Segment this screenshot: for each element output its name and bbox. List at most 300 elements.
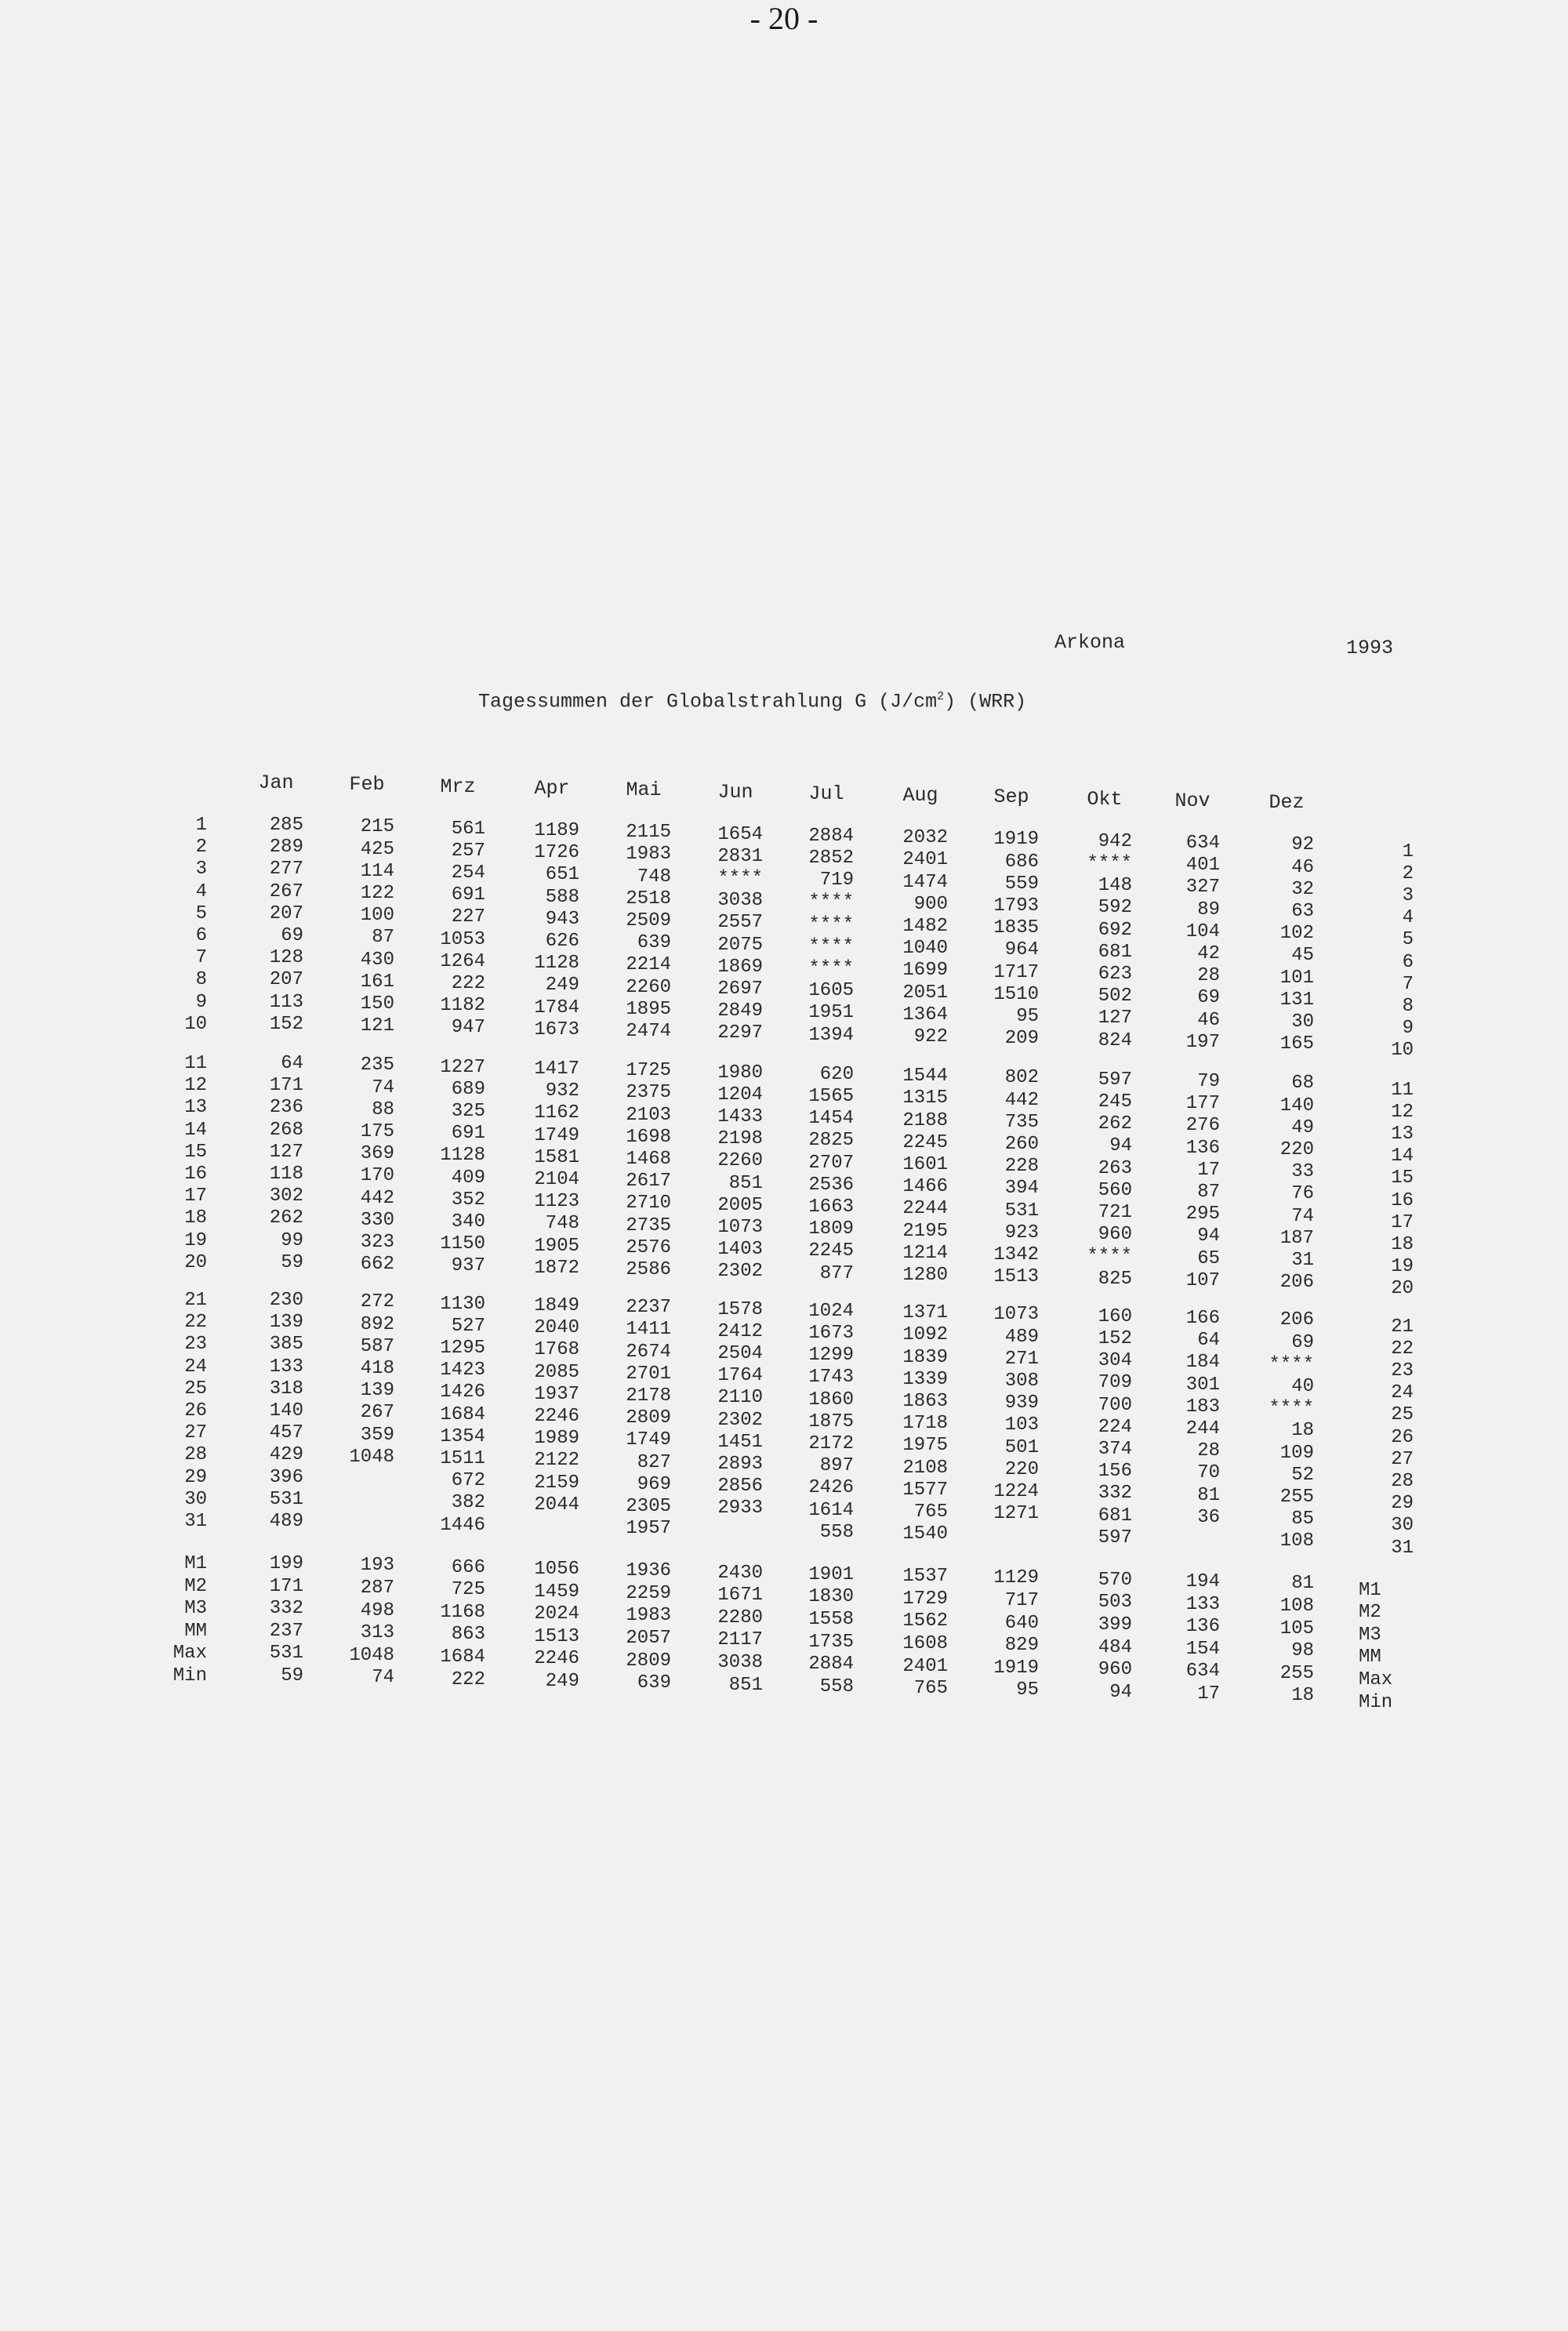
table-cell: 2178 [626,1385,671,1407]
table-cell: 327 [1185,877,1220,899]
table-cell: 1698 [626,1126,671,1148]
table-cell: 2245 [808,1240,854,1262]
table-cell: 503 [1098,1592,1132,1614]
table-cell: 2115 [626,822,671,844]
table-cell: 1468 [626,1149,671,1170]
table-cell: 340 [451,1211,485,1233]
table-cell: 1280 [902,1264,948,1286]
table-cell: 95 [1016,1006,1039,1027]
table-cell: 206 [1279,1309,1314,1331]
table-cell: 2195 [902,1220,948,1242]
table-cell: 2809 [626,1407,671,1429]
table-cell: 140 [1279,1095,1314,1116]
table-cell: 262 [1098,1113,1132,1135]
table-cell: 2085 [534,1361,579,1383]
table-cell: 46 [1291,856,1314,878]
table-cell: 255 [1279,1486,1314,1508]
table-cell: 922 [913,1026,948,1047]
table-cell: 254 [451,862,485,884]
table-cell: 1162 [534,1102,579,1124]
table-cell: 2518 [626,888,671,910]
table-cell: 681 [1098,941,1132,963]
table-cell: **** [717,867,763,889]
table-cell: 2849 [717,1000,763,1022]
day-label-right: 18 [1391,1234,1414,1255]
day-label-right: 1 [1402,841,1414,862]
table-cell: 1614 [808,1499,854,1521]
table-cell: 359 [360,1424,394,1446]
table-cell: 1048 [349,1644,394,1666]
table-cell: 92 [1291,834,1314,856]
table-cell: 139 [269,1312,303,1334]
table-cell: 1403 [717,1239,763,1261]
table-cell: 851 [728,1674,763,1696]
table-cell: 32 [1291,878,1314,900]
table-cell: 88 [372,1098,394,1120]
table-cell: 748 [637,866,671,888]
table-cell: 18 [1291,1420,1314,1442]
day-label: 7 [195,947,207,969]
table-cell: 1092 [902,1324,948,1346]
table-cell: 194 [1185,1571,1220,1592]
table-cell: 1271 [993,1503,1039,1525]
table-cell: 1718 [902,1413,948,1435]
table-cell: 1299 [808,1345,854,1367]
table-cell: 3038 [717,890,763,912]
table-cell: 1371 [902,1302,948,1324]
table-cell: 31 [1291,1249,1314,1271]
table-cell: 425 [360,838,394,860]
day-label: 28 [184,1444,207,1466]
table-cell: 1863 [902,1390,948,1412]
day-label: 2 [195,837,207,859]
table-cell: 1446 [440,1514,485,1536]
table-cell: 691 [451,884,485,906]
table-cell: 2104 [534,1168,579,1190]
table-cell: 897 [819,1455,854,1477]
table-cell: 289 [269,837,303,859]
table-cell: 457 [269,1422,303,1444]
table-cell: 207 [269,969,303,991]
table-cell: 396 [269,1466,303,1488]
table-cell: 139 [360,1380,394,1402]
table-cell: 2536 [808,1174,854,1196]
table-cell: 2884 [808,1654,854,1676]
table-cell: 1673 [534,1018,579,1040]
table-cell: 717 [1004,1590,1039,1611]
table-cell: 825 [1098,1268,1132,1290]
table-cell: 623 [1098,963,1132,985]
table-cell: 725 [451,1579,485,1601]
day-label-right: 28 [1391,1471,1414,1492]
table-cell: 131 [1279,989,1314,1011]
table-cell: 2852 [808,848,854,869]
table-cell: 1835 [993,917,1039,939]
table-cell: 304 [1098,1350,1132,1372]
table-cell: 140 [269,1400,303,1421]
summary-label-right: M2 [1359,1602,1381,1624]
table-cell: 2401 [902,849,948,871]
table-cell: 1544 [902,1066,948,1087]
table-cell: 2214 [626,954,671,976]
table-cell: 2576 [626,1236,671,1258]
table-cell: 2057 [626,1628,671,1649]
table-cell: 193 [360,1555,394,1577]
table-cell: **** [808,958,854,979]
table-cell: 1537 [902,1566,948,1588]
table-cell: 2024 [534,1603,579,1625]
table-cell: 2245 [902,1131,948,1153]
day-label: 30 [184,1488,207,1510]
table-cell: 1513 [534,1625,579,1647]
day-label: 13 [184,1097,207,1119]
table-cell: 1130 [440,1293,485,1315]
table-cell: 227 [451,906,485,928]
table-cell: 128 [269,947,303,969]
table-cell: 257 [451,840,485,862]
table-cell: 2710 [626,1193,671,1215]
table-cell: 964 [1004,939,1039,961]
table-cell: 1699 [902,960,948,982]
table-cell: 1983 [626,844,671,866]
table-cell: 263 [1098,1157,1132,1179]
table-cell: 121 [360,1015,394,1037]
table-cell: 2509 [626,910,671,931]
table-cell: 429 [269,1444,303,1466]
day-label: 8 [195,969,207,991]
table-cell: 295 [1185,1204,1220,1225]
table-cell: 1342 [993,1244,1039,1265]
table-cell: 81 [1291,1573,1314,1595]
table-cell: 681 [1098,1505,1132,1527]
table-cell: 597 [1098,1069,1132,1091]
table-cell: 1459 [534,1581,579,1603]
table-cell: 222 [451,973,485,994]
table-cell: 325 [451,1101,485,1122]
table-cell: **** [808,913,854,935]
day-label-right: 7 [1402,973,1414,995]
day-label: 17 [184,1185,207,1207]
table-cell: 1354 [440,1425,485,1447]
table-cell: 1128 [534,953,579,975]
table-cell: 892 [360,1313,394,1335]
table-cell: 2237 [626,1297,671,1319]
day-label: 29 [184,1466,207,1488]
table-cell: 267 [269,880,303,902]
table-cell: 626 [545,930,579,952]
table-cell: 2280 [717,1607,763,1628]
table-cell: 2504 [717,1342,763,1364]
day-label-right: 12 [1391,1101,1414,1123]
table-cell: 1957 [626,1518,671,1540]
table-cell: 95 [1016,1679,1039,1701]
table-cell: 332 [1098,1483,1132,1505]
table-cell: 1224 [993,1481,1039,1502]
summary-label: Min [172,1665,207,1687]
table-cell: 220 [1279,1138,1314,1160]
table-cell: 442 [360,1187,394,1209]
table-cell: 28 [1197,965,1220,987]
day-label-right: 27 [1391,1448,1414,1470]
table-cell: 369 [360,1143,394,1165]
day-label: 23 [184,1334,207,1356]
table-cell: 827 [637,1451,671,1473]
summary-label-right: Max [1359,1669,1393,1690]
table-cell: 1743 [808,1367,854,1389]
table-cell: 255 [1279,1662,1314,1684]
table-cell: 651 [545,864,579,886]
summary-label: M2 [184,1575,207,1597]
day-label: 10 [184,1013,207,1035]
table-cell: 2401 [902,1655,948,1677]
day-label-right: 26 [1391,1426,1414,1448]
table-cell: 59 [281,1665,303,1687]
table-cell: 1189 [534,819,579,841]
table-cell: 171 [269,1575,303,1597]
table-cell: 560 [1098,1179,1132,1201]
table-cell: 2305 [626,1496,671,1517]
table-cell: 87 [1197,1182,1220,1203]
table-cell: 136 [1185,1137,1220,1159]
day-label-right: 3 [1402,885,1414,906]
table-cell: 960 [1098,1224,1132,1246]
month-header: Aug [902,784,938,808]
table-cell: 3038 [717,1651,763,1673]
table-cell: 70 [1197,1462,1220,1484]
table-cell: 662 [360,1254,394,1276]
month-header: Okt [1087,787,1123,811]
table-cell: 489 [1004,1326,1039,1348]
table-cell: **** [1087,1246,1132,1268]
table-cell: 531 [269,1643,303,1665]
table-cell: 2933 [717,1498,763,1520]
table-cell: 152 [269,1013,303,1035]
day-label: 18 [184,1207,207,1229]
station-name: Arkona [1054,631,1126,654]
table-cell: 171 [269,1075,303,1097]
table-cell: 1919 [993,1657,1039,1679]
table-cell: 313 [360,1622,394,1644]
table-cell: 1830 [808,1586,854,1608]
day-label-right: 8 [1402,996,1414,1017]
table-cell: 287 [360,1577,394,1599]
title-text: Tagessummen der Globalstrahlung G (J/cm [478,690,938,713]
table-cell: 1150 [440,1233,485,1255]
table-cell: 1937 [534,1383,579,1405]
table-cell: 587 [360,1335,394,1357]
table-cell: 1227 [440,1056,485,1078]
summary-label-right: M1 [1359,1579,1381,1601]
day-label: 11 [184,1053,207,1074]
table-cell: 1423 [440,1360,485,1382]
day-label: 12 [184,1075,207,1097]
table-cell: 597 [1098,1527,1132,1549]
table-cell: 1809 [808,1218,854,1240]
table-cell: 1510 [993,983,1039,1005]
summary-label-right: Min [1359,1691,1393,1713]
table-cell: 374 [1098,1438,1132,1460]
month-header: Sep [993,786,1029,809]
table-cell: 1735 [808,1631,854,1653]
table-cell: 2244 [902,1198,948,1220]
table-cell: 1875 [808,1411,854,1432]
table-cell: 2302 [717,1409,763,1431]
table-cell: 18 [1291,1685,1314,1707]
table-cell: 2040 [534,1317,579,1339]
table-cell: 2430 [717,1562,763,1584]
table-cell: 2474 [626,1021,671,1042]
table-cell: 943 [545,908,579,930]
table-cell: 947 [451,1017,485,1039]
table-cell: 2831 [717,845,763,867]
table-cell: 489 [269,1511,303,1532]
table-cell: 1673 [808,1323,854,1344]
table-cell: 501 [1004,1436,1039,1458]
table-cell: 620 [819,1063,854,1085]
table-cell: 230 [269,1290,303,1311]
table-cell: 33 [1291,1161,1314,1183]
table-cell: 1339 [902,1368,948,1390]
table-cell: 114 [360,860,394,882]
table-cell: 1411 [626,1319,671,1341]
table-cell: 150 [360,993,394,1015]
day-label: 27 [184,1422,207,1444]
table-cell: 222 [451,1668,485,1690]
day-label: 1 [195,815,207,836]
table-cell: 502 [1098,986,1132,1008]
table-cell: 17 [1197,1683,1220,1705]
table-cell: 2075 [717,934,763,956]
table-cell: 2117 [717,1629,763,1651]
table-cell: 69 [1197,987,1220,1009]
table-cell: 1793 [993,895,1039,917]
table-cell: 640 [1004,1612,1039,1634]
table-cell: 1936 [626,1560,671,1582]
table-cell: 249 [545,975,579,997]
day-label-right: 17 [1391,1211,1414,1233]
day-label-right: 15 [1391,1167,1414,1189]
table-cell: 1264 [440,950,485,972]
table-cell: 1295 [440,1338,485,1359]
table-cell: 385 [269,1334,303,1356]
day-label: 21 [184,1290,207,1311]
day-label-right: 10 [1391,1040,1414,1062]
table-cell: 152 [1098,1327,1132,1349]
month-header: Jun [717,780,753,804]
table-cell: **** [1269,1353,1314,1375]
day-label: 31 [184,1511,207,1532]
summary-label-right: M3 [1359,1624,1381,1646]
table-cell: 1451 [717,1431,763,1453]
table-cell: 166 [1185,1308,1220,1329]
table-cell: **** [1087,852,1132,874]
table-cell: 1024 [808,1300,854,1322]
page-number: - 20 - [750,1,818,36]
table-cell: 2735 [626,1215,671,1236]
table-cell: 133 [269,1356,303,1378]
table-cell: 183 [1185,1396,1220,1418]
day-label: 20 [184,1251,207,1273]
month-header: Feb [349,773,385,797]
month-header: Apr [534,776,570,800]
table-cell: 692 [1098,919,1132,941]
table-cell: 1764 [717,1365,763,1387]
table-cell: 939 [1004,1392,1039,1414]
table-cell: 1784 [534,997,579,1018]
table-cell: 276 [1185,1115,1220,1137]
table-cell: 28 [1197,1440,1220,1462]
table-cell: 666 [451,1556,485,1578]
table-cell: 177 [1185,1093,1220,1115]
table-cell: 94 [1197,1225,1220,1247]
table-cell: 1565 [808,1086,854,1107]
table-cell: 1214 [902,1242,948,1264]
table-cell: 2032 [902,827,948,849]
table-cell: 2701 [626,1363,671,1385]
table-cell: 45 [1291,945,1314,967]
day-label-right: 5 [1402,929,1414,951]
table-cell: 272 [360,1291,394,1313]
title-superscript: 2 [937,690,945,703]
table-cell: 1040 [902,938,948,960]
table-cell: 323 [360,1231,394,1253]
table-cell: 1511 [440,1448,485,1469]
table-cell: 85 [1291,1509,1314,1530]
table-cell: 382 [451,1492,485,1514]
table-cell: 74 [1291,1205,1314,1227]
table-cell: 765 [913,1501,948,1523]
table-cell: 531 [269,1488,303,1510]
table-cell: 1364 [902,1004,948,1026]
table-cell: 224 [1098,1416,1132,1438]
summary-label: MM [184,1620,207,1642]
table-cell: 700 [1098,1394,1132,1416]
table-cell: 2617 [626,1171,671,1193]
table-cell: 1578 [717,1298,763,1320]
table-cell: 268 [269,1119,303,1141]
day-label: 24 [184,1356,207,1378]
table-cell: 156 [1098,1461,1132,1483]
day-label: 22 [184,1312,207,1334]
table-cell: 2044 [534,1494,579,1516]
table-cell: 1869 [717,956,763,978]
table-cell: 1684 [440,1647,485,1668]
day-label-right: 13 [1391,1124,1414,1145]
day-label-right: 14 [1391,1146,1414,1167]
table-cell: 531 [1004,1200,1039,1222]
table-cell: 118 [269,1164,303,1185]
table-cell: 2172 [808,1433,854,1454]
table-cell: 2005 [717,1194,763,1216]
table-cell: 672 [451,1470,485,1492]
table-cell: 942 [1098,830,1132,852]
table-cell: 64 [281,1053,303,1074]
table-cell: 68 [1291,1073,1314,1095]
day-label: 5 [195,902,207,924]
table-cell: 113 [269,991,303,1013]
table-cell: 1605 [808,980,854,1002]
table-cell: 104 [1185,920,1220,942]
table-cell: 235 [360,1055,394,1077]
day-label-right: 30 [1391,1515,1414,1537]
table-cell: 1919 [993,829,1039,851]
table-cell: 76 [1291,1183,1314,1205]
table-cell: 108 [1279,1595,1314,1617]
day-label: 14 [184,1119,207,1141]
table-cell: 2246 [534,1405,579,1427]
table-cell: 592 [1098,897,1132,919]
table-cell: 863 [451,1624,485,1646]
